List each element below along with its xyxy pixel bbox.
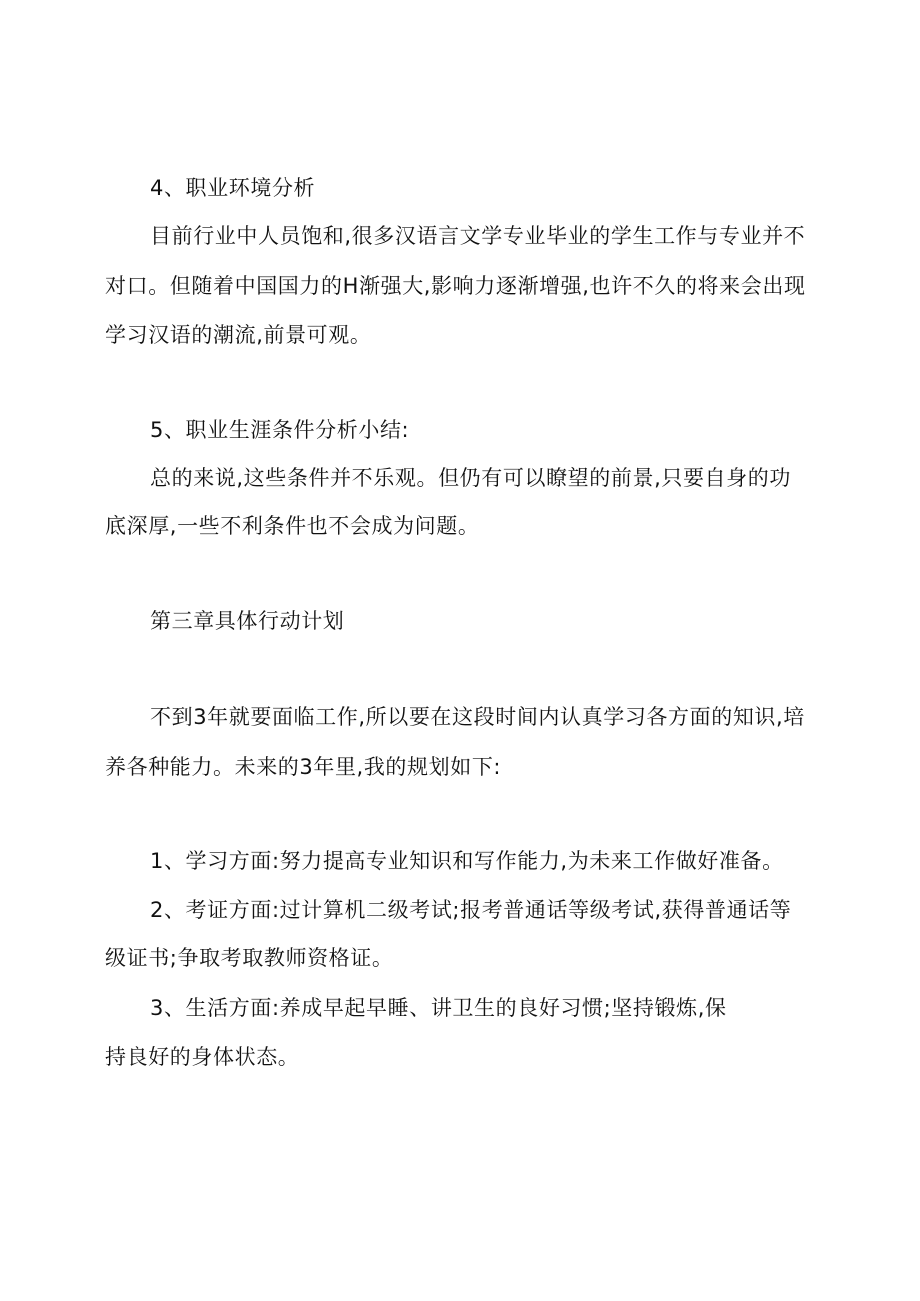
plan-item-life-continued: 持良好的身体状态。 — [105, 1045, 300, 1069]
plan-item-study: 1、学习方面:努力提高专业知识和写作能力,为未来工作做好准备。 — [150, 849, 784, 873]
plan-item-certificates: 2、考证方面:过计算机二级考试;报考普通话等级考试,获得普通话等 — [150, 898, 792, 922]
paragraph-line: 底深厚,一些不利条件也不会成为问题。 — [105, 514, 480, 538]
paragraph-line: 学习汉语的潮流,前景可观。 — [105, 323, 372, 347]
plan-item-certificates-continued: 级证书;争取考取教师资格证。 — [105, 946, 394, 970]
intro-line: 不到3年就要面临工作,所以要在这段时间内认真学习各方面的知识,培 — [150, 705, 805, 729]
paragraph-line: 目前行业中人员饱和,很多汉语言文学专业毕业的学生工作与专业并不 — [150, 224, 806, 248]
intro-line: 养各种能力。未来的3年里,我的规划如下: — [105, 755, 502, 779]
section-heading-summary: 5、职业生涯条件分析小结: — [150, 418, 410, 442]
paragraph-line: 对口。但随着中国国力的H渐强大,影响力逐渐增强,也许不久的将来会出现 — [105, 274, 806, 298]
plan-item-life: 3、生活方面:养成早起早睡、讲卫生的良好习惯;坚持锻炼,保 — [150, 996, 727, 1020]
paragraph-line: 总的来说,这些条件并不乐观。但仍有可以瞭望的前景,只要自身的功 — [150, 466, 791, 490]
chapter-title: 第三章具体行动计划 — [150, 609, 345, 633]
section-heading-career-environment: 4、职业环境分析 — [150, 176, 316, 200]
